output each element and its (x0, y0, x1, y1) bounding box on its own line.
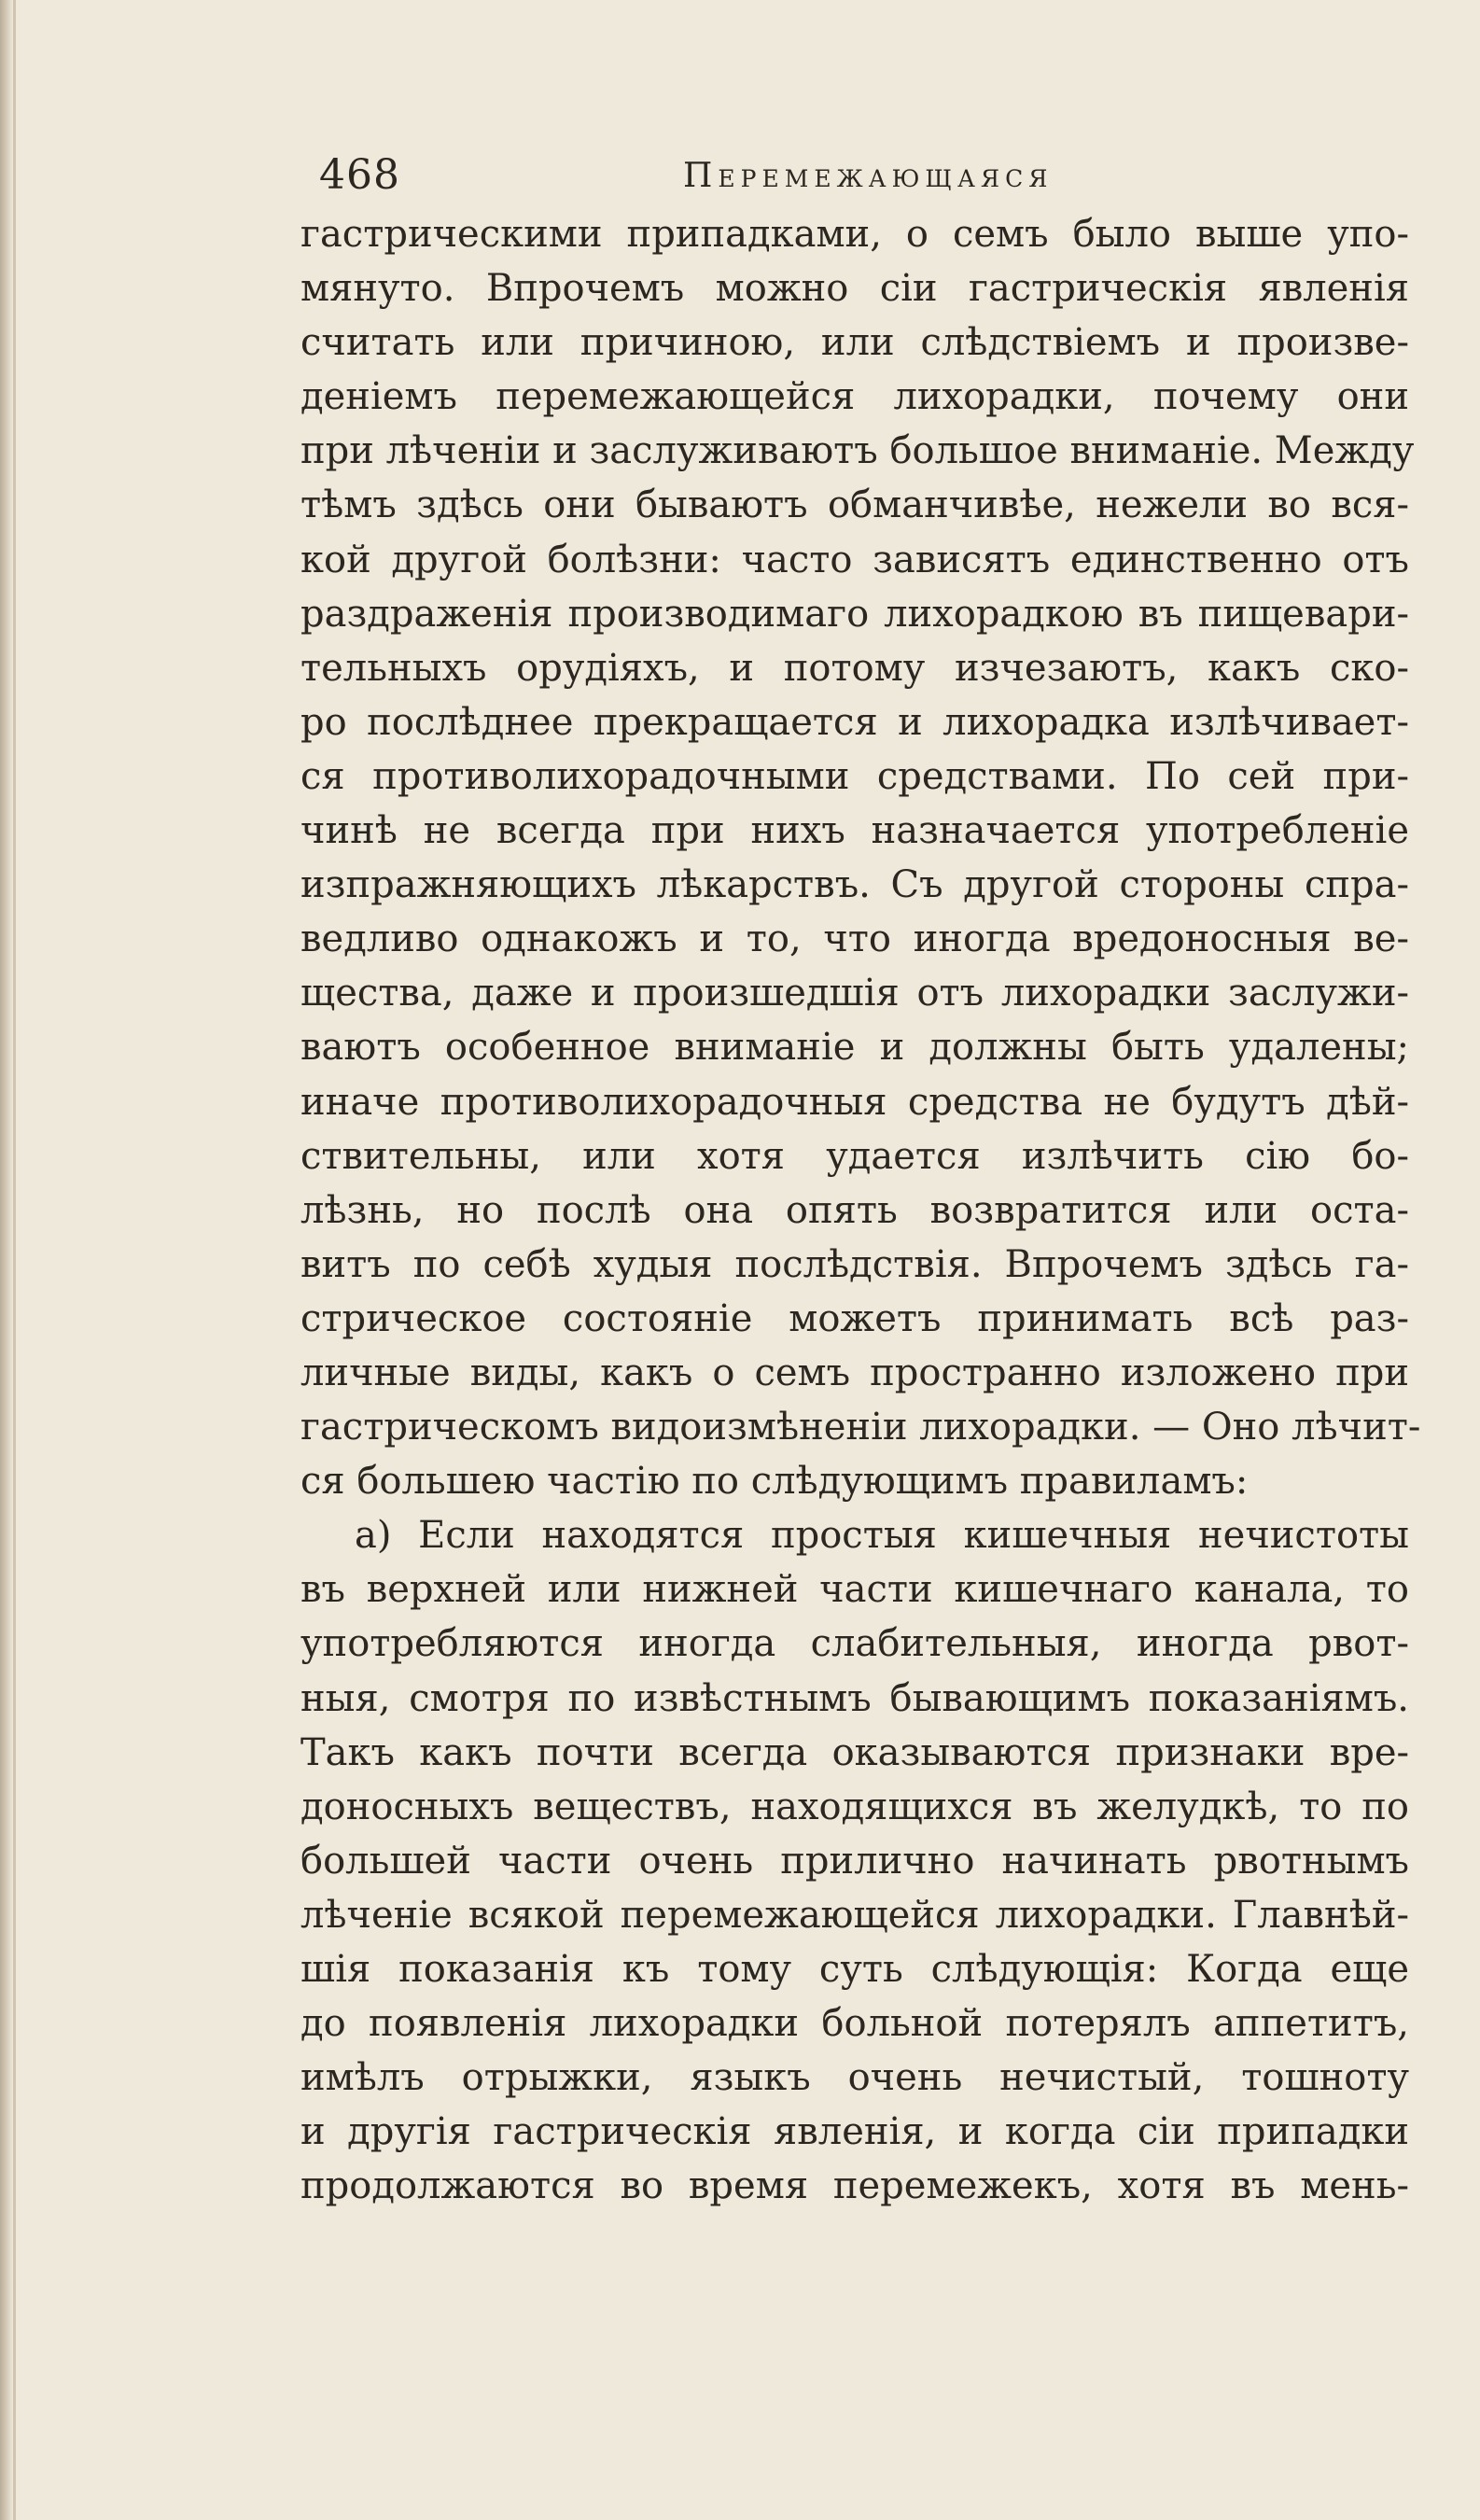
text-line: Такъ какъ почти всегда оказываются признаки вре- (300, 1730, 1409, 1774)
text-line: кой другой болѣзни: часто зависятъ единственно отъ (300, 538, 1409, 581)
text-line: гастрическими припадками, о семъ было выше упо- (300, 213, 1409, 256)
text-line: въ верхней или нижней части кишечнаго канала, то (300, 1568, 1409, 1612)
text-line: изпражняющихъ лѣкарствъ. Съ другой стороны спра- (300, 863, 1409, 907)
page-header (319, 147, 1411, 203)
text-line: ся большею частію по слѣдующимъ правиламъ: (300, 1460, 1249, 1504)
text-line: при лѣченіи и заслуживаютъ большое вниманіе. Между (300, 429, 1415, 473)
page-edge-shadow (0, 0, 13, 2520)
text-line: ро послѣднее прекращается и лихорадка излѣчивает- (300, 700, 1409, 744)
page-number: 468 (319, 151, 400, 199)
text-line: ныя, смотря по извѣстнымъ бывающимъ показаніямъ. (300, 1676, 1409, 1720)
text-line: большей части очень прилично начинать рвотнымъ (300, 1839, 1409, 1883)
body-text (300, 207, 1421, 2213)
text-line: щества, даже и произшедшія отъ лихорадки заслужи- (300, 972, 1409, 1015)
text-line: и другія гастрическія явленія, и когда сіи припадки (300, 2110, 1409, 2154)
text-line: ведливо однакожъ и то, что иногда вредоносныя ве- (300, 917, 1409, 961)
text-line: тѣмъ здѣсь они бываютъ обманчивѣе, нежели во вся- (300, 483, 1409, 527)
text-line: имѣлъ отрыжки, языкъ очень нечистый, тошноту (300, 2056, 1409, 2100)
text-line: a) Если находятся простыя кишечныя нечистоты (355, 1514, 1409, 1558)
page-edge-line (13, 0, 16, 2520)
text-line: ствительны, или хотя удается излѣчить сію бо- (300, 1134, 1409, 1178)
text-line: лѣченіе всякой перемежающейся лихорадки. Главнѣй- (300, 1893, 1409, 1937)
text-line: гастрическомъ видоизмѣненіи лихорадки. — Оно лѣчит- (300, 1406, 1421, 1449)
text-line: лѣзнь, но послѣ она опять возвратится или оста- (300, 1188, 1409, 1232)
text-line: тельныхъ орудіяхъ, и потому изчезаютъ, какъ ско- (300, 646, 1409, 690)
text-line: раздраженія производимаго лихорадкою въ пищевари- (300, 592, 1409, 636)
text-line: считать или причиною, или слѣдствіемъ и произве- (300, 321, 1409, 365)
text-line: стрическое состояніе можетъ принимать всѣ раз- (300, 1296, 1409, 1340)
text-line: продолжаются во время перемежекъ, хотя въ мень- (300, 2164, 1409, 2208)
text-line: до появленія лихорадки больной потерялъ аппетитъ, (300, 2002, 1409, 2046)
text-line: употребляются иногда слабительныя, иногда рвот- (300, 1622, 1409, 1666)
text-line: ся противолихорадочными средствами. По сей при- (300, 754, 1409, 798)
text-line: чинѣ не всегда при нихъ назначается употребленіе (300, 809, 1409, 853)
text-line: иначе противолихорадочныя средства не будутъ дѣй- (300, 1080, 1409, 1124)
text-line: личные виды, какъ о семъ пространно изложено при (300, 1351, 1409, 1394)
text-line: деніемъ перемежающейся лихорадки, почему они (300, 375, 1409, 419)
text-line: мянуто. Впрочемъ можно сіи гастрическія явленія (300, 267, 1409, 311)
text-line: ваютъ особенное вниманіе и должны быть удалены; (300, 1026, 1409, 1070)
text-line: шія показанія къ тому суть слѣдующія: Когда еще (300, 1948, 1409, 1991)
text-line: витъ по себѣ худыя послѣдствія. Впрочемъ здѣсь га- (300, 1242, 1409, 1286)
running-head: Перемежающаяся (683, 157, 1054, 195)
text-line: доносныхъ веществъ, находящихся въ желудкѣ, то по (300, 1785, 1409, 1828)
